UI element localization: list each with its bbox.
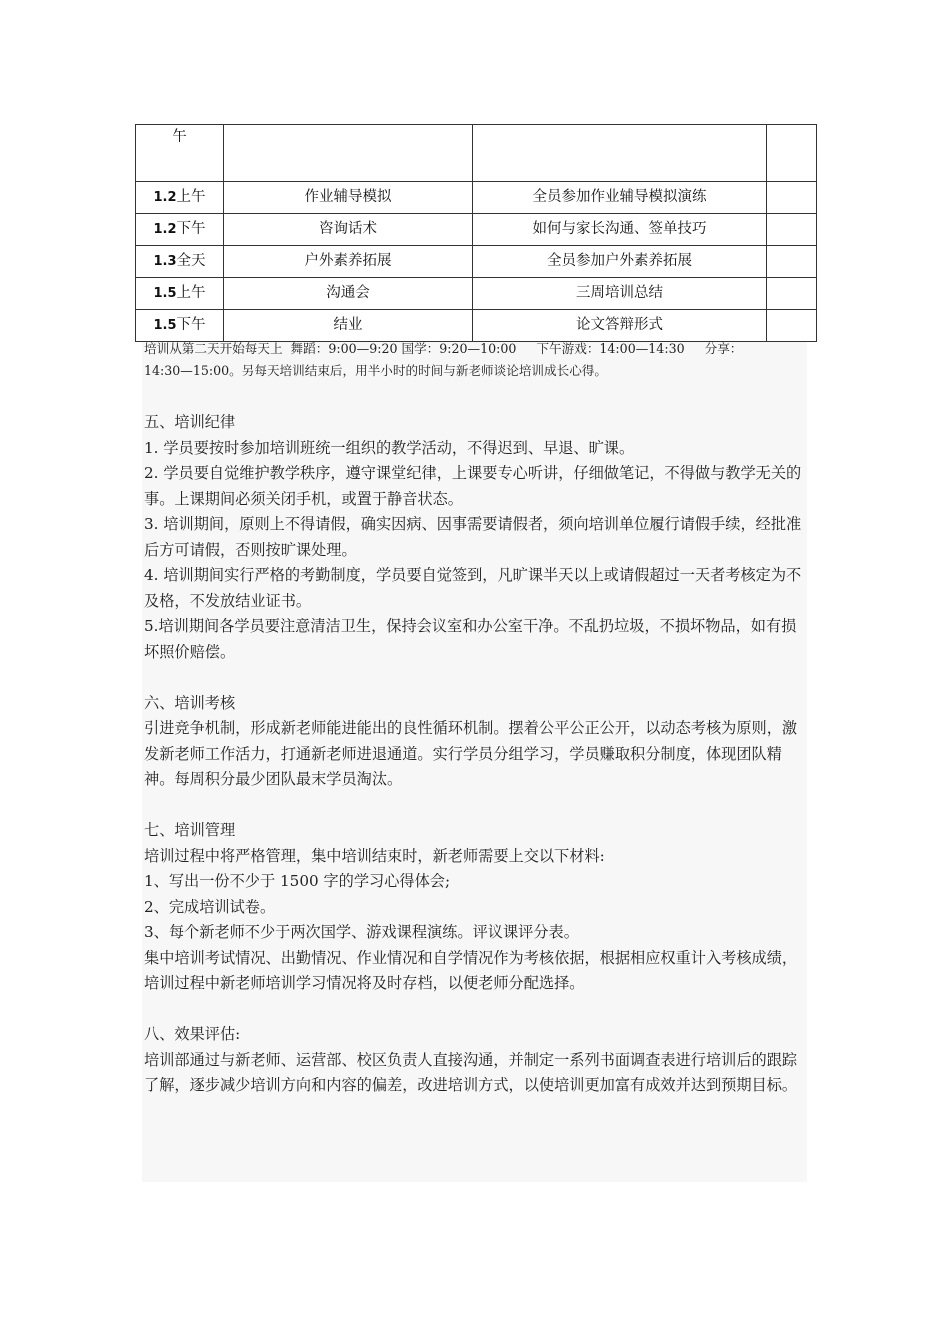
paragraph: 引进竞争机制，形成新老师能进能出的良性循环机制。摆着公平公正公开，以动态考核为原则，激发新老师工作活力，打通新老师进退通道。实行学员分组学习，学员赚取积分制度，体现团队精神。每周积分最少团队最末学员淘汰。 [144, 719, 798, 788]
content-cell [473, 125, 767, 182]
list-item: 2、完成培训试卷。 [144, 897, 276, 916]
paragraph: 集中培训考试情况、出勤情况、作业情况和自学情况作为考核依据，根据相应权重计入考核成绩，培训过程中新老师培训学习情况将及时存档，以便老师分配选择。 [144, 948, 798, 992]
course-cell: 结业 [224, 310, 473, 342]
extra-cell [767, 214, 817, 246]
extra-cell [767, 125, 817, 182]
course-cell: 沟通会 [224, 278, 473, 310]
extra-cell [767, 182, 817, 214]
time-cell: 1.2下午 [136, 214, 224, 246]
note-line: 14:30—15:00。另每天培训结束后，用半小时的时间与新老师谈论培训成长心得。 [144, 363, 607, 378]
content-cell: 如何与家长沟通、签单技巧 [473, 214, 767, 246]
time-cell: 1.2上午 [136, 182, 224, 214]
list-item: 1. 学员要按时参加培训班统一组织的教学活动，不得迟到、早退、旷课。 [144, 438, 635, 457]
content-cell: 三周培训总结 [473, 278, 767, 310]
content-cell: 论文答辩形式 [473, 310, 767, 342]
paragraph: 培训过程中将严格管理，集中培训结束时，新老师需要上交以下材料: [144, 846, 605, 865]
extra-cell [767, 310, 817, 342]
note-line: 培训从第二天开始每天上 舞蹈：9:00—9:20 国学：9:20—10:00 下午游戏：14:00—14:30 分享： [144, 341, 743, 356]
course-cell [224, 125, 473, 182]
table-row [136, 278, 817, 310]
time-cell: 午 [136, 125, 224, 182]
table-row [136, 310, 817, 342]
list-item: 5.培训期间各学员要注意清洁卫生，保持会议室和办公室干净。不乱扔垃圾，不损坏物品，如有损坏照价赔偿。 [144, 617, 797, 661]
table-row [136, 246, 817, 278]
training-schedule-table [135, 124, 817, 342]
section-heading: 八、效果评估: [144, 1025, 241, 1043]
content-cell: 全员参加户外素养拓展 [473, 246, 767, 278]
table-row [136, 214, 817, 246]
section-heading: 七、培训管理 [144, 821, 236, 839]
time-cell: 1.5上午 [136, 278, 224, 310]
list-item: 4. 培训期间实行严格的考勤制度，学员要自觉签到，凡旷课半天以上或请假超过一天者考核定为不及格，不发放结业证书。 [144, 566, 802, 610]
paragraph: 培训部通过与新老师、运营部、校区负责人直接沟通，并制定一系列书面调查表进行培训后的跟踪了解，逐步减少培训方向和内容的偏差，改进培训方式，以使培训更加富有成效并达到预期目标。 [144, 1050, 798, 1094]
content-cell: 全员参加作业辅导模拟演练 [473, 182, 767, 214]
course-cell: 咨询话术 [224, 214, 473, 246]
extra-cell [767, 278, 817, 310]
list-item: 3、每个新老师不少于两次国学、游戏课程演练。评议课评分表。 [144, 923, 579, 941]
time-cell: 1.5下午 [136, 310, 224, 342]
document-body [144, 410, 809, 1099]
section-heading: 六、培训考核 [144, 693, 236, 712]
extra-cell [767, 246, 817, 278]
course-cell: 作业辅导模拟 [224, 182, 473, 214]
list-item: 2. 学员要自觉维护教学秩序，遵守课堂纪律，上课要专心听讲，仔细做笔记，不得做与教学无关的事。上课期间必须关闭手机，或置于静音状态。 [144, 464, 802, 508]
list-item: 3. 培训期间，原则上不得请假，确实因病、因事需要请假者，须向培训单位履行请假手续，经批准后方可请假，否则按旷课处理。 [144, 515, 802, 559]
schedule-note [144, 338, 814, 382]
paragraph-gap [144, 793, 809, 819]
course-cell: 户外素养拓展 [224, 246, 473, 278]
list-item: 1、写出一份不少于 1500 字的学习心得体会; [144, 872, 451, 890]
paragraph-gap [144, 665, 809, 691]
table-row [136, 125, 817, 182]
table-row [136, 182, 817, 214]
time-cell: 1.3全天 [136, 246, 224, 278]
paragraph-gap [144, 997, 809, 1023]
section-heading: 五、培训纪律 [144, 413, 236, 431]
